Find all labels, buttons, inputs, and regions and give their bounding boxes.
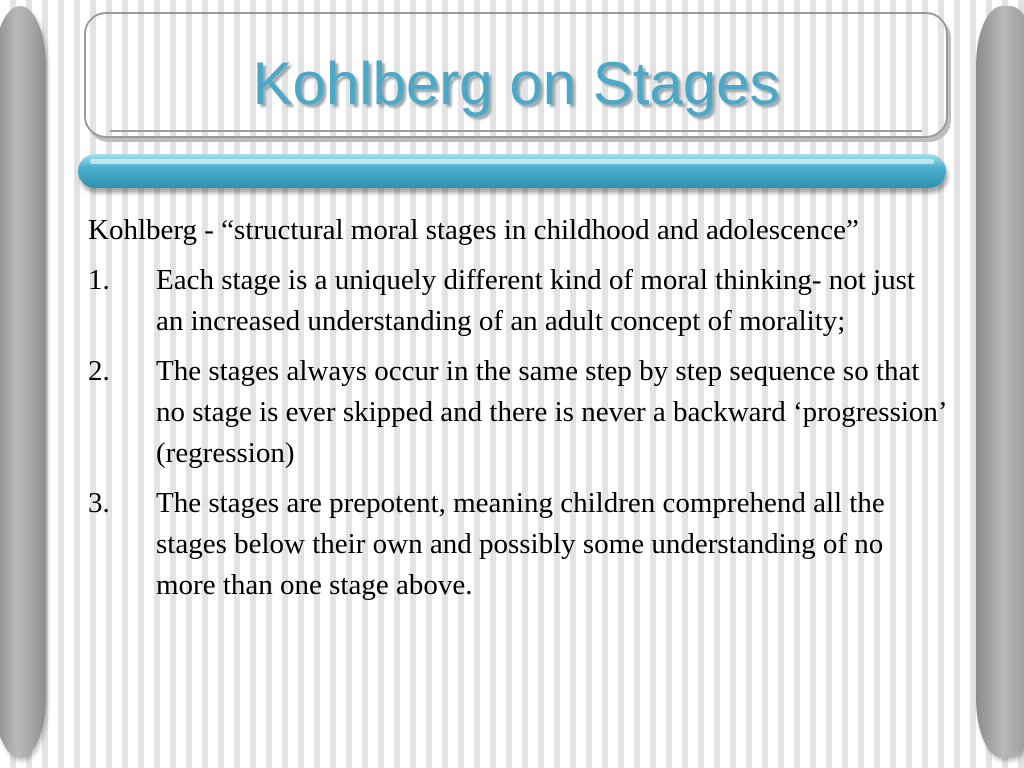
list-item-text: Each stage is a uniquely different kind of moral thinking- not just an increased understanding of an adult concept of morality;	[156, 264, 915, 337]
slide-title: Kohlberg on Stages	[252, 50, 780, 117]
list-item-number: 3.	[88, 487, 110, 519]
intro-text: Kohlberg - “structural moral stages in childhood and adolescence”	[88, 214, 859, 246]
left-pillar-decoration	[0, 6, 46, 758]
list-item-number: 2.	[88, 355, 110, 387]
slide-body	[88, 210, 948, 615]
list-item	[88, 351, 948, 474]
list-item-number: 1.	[88, 264, 110, 296]
list-item	[88, 260, 948, 342]
list-item-text: The stages are prepotent, meaning children comprehend all the stages below their own and possibly some understanding of no more than one stage above.	[156, 487, 885, 601]
list-item-text: The stages always occur in the same step by step sequence so that no stage is ever skipped and there is never a backward ‘progression’ (regression)	[156, 355, 946, 469]
right-pillar-decoration	[976, 6, 1024, 758]
list-item	[88, 483, 948, 606]
title-underline-bar	[78, 154, 946, 188]
